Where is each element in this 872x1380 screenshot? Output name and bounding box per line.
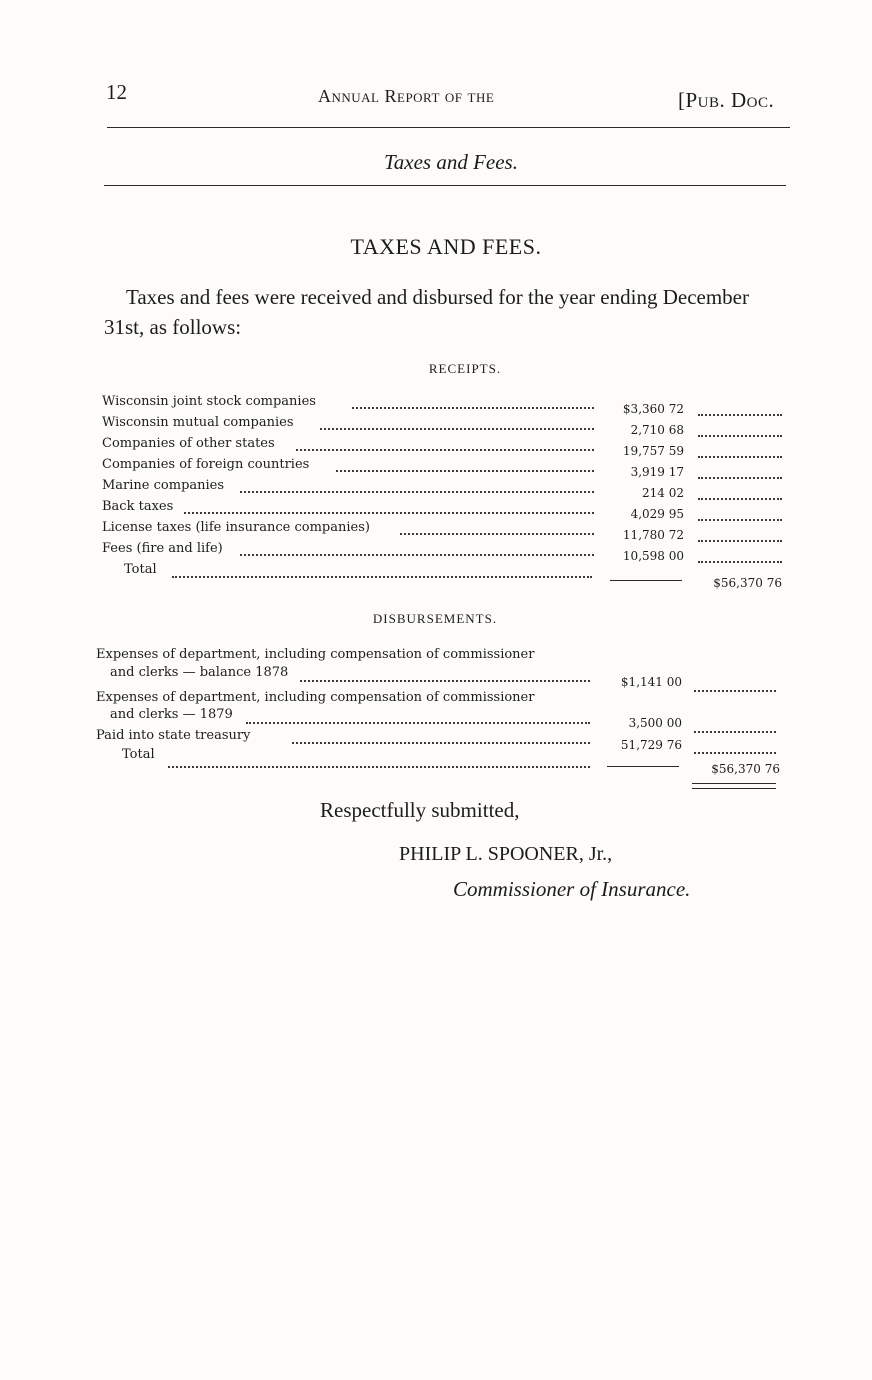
double-rule-bottom <box>692 788 776 789</box>
receipt-label: Fees (fire and life) <box>102 541 223 556</box>
section-rule <box>104 185 786 186</box>
leader-dots <box>698 477 782 479</box>
leader-dots <box>698 414 782 416</box>
leader-dots <box>352 407 594 409</box>
leader-dots <box>300 680 590 682</box>
receipt-label: Wisconsin joint stock companies <box>102 394 316 409</box>
receipts-heading: RECEIPTS. <box>428 361 502 376</box>
disb-row-2-line2: and clerks — 1879 <box>110 707 233 722</box>
page-number: 12 <box>106 80 127 104</box>
leader-dots <box>698 561 782 563</box>
receipt-label: Companies of foreign countries <box>102 457 310 472</box>
disb-row-2-line1: Expenses of department, including compensation of commissioner <box>96 690 535 705</box>
signer-title: Commissioner of Insurance. <box>453 877 691 901</box>
leader-dots <box>240 554 594 556</box>
leader-dots <box>694 752 776 754</box>
leader-dots <box>184 512 594 514</box>
receipts-total-label: Total <box>124 562 157 577</box>
subtotal-rule <box>610 580 682 581</box>
leader-dots <box>246 722 590 724</box>
subtotal-rule <box>607 766 679 767</box>
receipt-label: Companies of other states <box>102 436 275 451</box>
leader-dots <box>400 533 594 535</box>
signer-name: PHILIP L. SPOONER, Jr., <box>399 843 613 865</box>
leader-dots <box>336 470 594 472</box>
receipt-amount: 4,029 95 <box>630 507 684 521</box>
leader-dots <box>172 576 592 578</box>
leader-dots <box>292 742 590 744</box>
section-heading: Taxes and Fees. <box>384 150 518 174</box>
disbursements-heading: DISBURSEMENTS. <box>372 611 498 626</box>
receipt-amount: 3,919 17 <box>630 465 684 479</box>
disb-row-1-line2: and clerks — balance 1878 <box>110 665 289 680</box>
page-title: TAXES AND FEES. <box>350 234 542 259</box>
intro-paragraph <box>104 282 794 342</box>
running-title: Annual Report of the <box>318 86 495 106</box>
document-tag: [Pub. Doc. <box>678 88 775 112</box>
leader-dots <box>694 690 776 692</box>
receipt-label: License taxes (life insurance companies) <box>102 520 370 535</box>
leader-dots <box>698 435 782 437</box>
receipt-amount: 2,710 68 <box>630 423 684 437</box>
disb-row-2-amount: 3,500 00 <box>628 716 682 730</box>
leader-dots <box>320 428 594 430</box>
disbursements-total-amount: $56,370 76 <box>711 762 780 776</box>
leader-dots <box>698 456 782 458</box>
receipt-amount: $3,360 72 <box>622 402 684 416</box>
receipt-label: Marine companies <box>102 478 225 493</box>
leader-dots <box>698 519 782 521</box>
header-rule <box>107 127 790 128</box>
leader-dots <box>698 498 782 500</box>
closing-line: Respectfully submitted, <box>320 798 520 822</box>
leader-dots <box>296 449 594 451</box>
leader-dots <box>168 766 590 768</box>
double-rule-top <box>692 783 776 784</box>
receipt-amount: 11,780 72 <box>622 528 684 542</box>
disb-row-3-label: Paid into state treasury <box>96 728 251 743</box>
intro-text: Taxes and fees were received and disbursed for the year ending December 31st, as follows: <box>104 285 749 339</box>
receipt-label: Wisconsin mutual companies <box>102 415 294 430</box>
receipts-total-amount: $56,370 76 <box>713 576 782 590</box>
receipt-amount: 10,598 00 <box>622 549 684 563</box>
leader-dots <box>240 491 594 493</box>
leader-dots <box>698 540 782 542</box>
receipt-amount: 19,757 59 <box>622 444 684 458</box>
disbursements-total-label: Total <box>122 747 155 762</box>
disb-row-3-amount: 51,729 76 <box>620 738 682 752</box>
disb-row-1-amount: $1,141 00 <box>620 675 682 689</box>
receipt-label: Back taxes <box>102 499 174 514</box>
disb-row-1-line1: Expenses of department, including compensation of commissioner <box>96 647 535 662</box>
receipt-amount: 214 02 <box>642 486 684 500</box>
leader-dots <box>694 731 776 733</box>
